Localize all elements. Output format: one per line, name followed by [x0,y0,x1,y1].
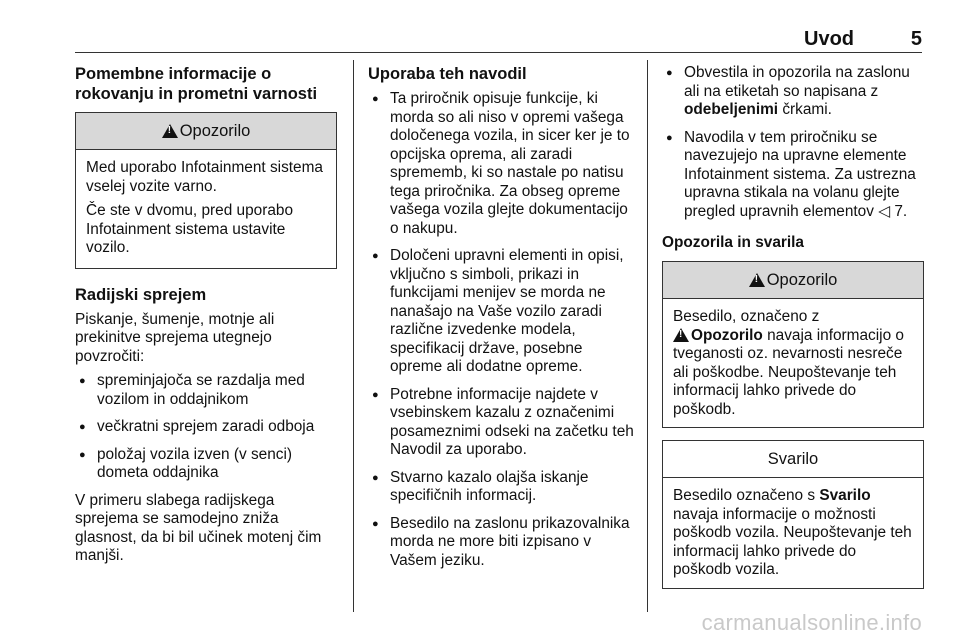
bullet-list [75,372,337,483]
header-rule [75,52,922,53]
warning-box-title: Opozorilo [766,270,838,289]
warning-box-body [663,299,923,427]
warning-box-title: Opozorilo [179,121,251,140]
warning-triangle-icon [673,328,689,342]
warning-text: Če ste v dvomu, pred uporabo Infotainment sistema ustavite vozilo. [86,202,294,256]
list-item: ● Določeni upravni elementi in opisi, vključno s simboli, prikazi in funkcijami menijev se morda ne nanašajo na Vaše vozilo zaradi različne izvedenke modela, specifikacij države, posebne opreme ali dodatne opreme. [368,247,634,377]
text: Obvestila in opozorila na zaslonu ali na etiketah so napisana z [684,64,910,100]
page-number: 5 [910,28,922,50]
paragraph: V primeru slabega radijskega sprejema se samodejno zniža glasnost, da bi bil učinek motenj čim manjši. [75,491,322,564]
caution-box-title: Svarilo [767,449,819,468]
text: črkami. [778,101,832,118]
warning-box-header [76,113,336,150]
bold-text: odebeljenimi [684,101,779,118]
column-divider [353,60,354,612]
heading-warnings: Opozorila in svarila [662,234,804,251]
caution-text [673,487,913,580]
column-2 [368,64,634,579]
warning-box [75,112,337,269]
bold-text: Svarilo [819,487,871,504]
warning-box-body [76,150,336,268]
text: Besedilo označeno s [673,487,820,504]
heading-safety: Pomembne informacije o rokovanju in prometni varnosti [75,65,318,103]
text: navaja informacijo o tveganosti oz. nevarnosti nesreče ali poškodbe. Neupoštevanje teh informacij lahko privede do poškodb. [673,326,904,418]
list-item: ● Besedilo na zaslonu prikazovalnika morda ne more biti izpisano v Vašem jeziku. [368,515,634,571]
warning-triangle-icon [162,124,178,138]
warning-text [673,308,913,419]
list-item [662,129,924,222]
column-3 [662,64,924,589]
list-item: ● spreminjajoča se razdalja med vozilom in oddajnikom [75,372,337,409]
bullet-list [368,90,634,570]
bullet-list [662,64,924,221]
heading-radio-reception: Radijski sprejem [75,285,207,304]
warning-box-header [663,262,923,299]
warning-box [662,261,924,428]
text: navaja informacije o možnosti poškodb vozila. Neupoštevanje teh informacij lahko privede do poškodb vozila. [673,505,912,578]
page-header [75,28,922,54]
caution-box-header [663,441,923,478]
text: Besedilo, označeno z [673,308,820,325]
watermark: carmanualsonline.info [701,610,922,635]
column-1 [75,64,337,572]
page-reference: 7. [890,202,908,220]
paragraph: Piskanje, šumenje, motnje ali prekinitve sprejema utegnejo povzročiti: [75,310,275,365]
warning-triangle-icon [749,273,765,287]
list-item: ● Ta priročnik opisuje funkcije, ki morda so ali niso v opremi vašega določenega vozila, in sicer ker je to opcijska oprema, ali zaradi sprememb, ki so nastale po natisu tega priročnika. Za obseg opreme vašega vozila glejte dokumentacijo o nakupu. [368,90,634,238]
caution-box [662,440,924,589]
list-item: ● Stvarno kazalo olajša iskanje specifičnih informacij. [368,469,634,506]
list-item: ● položaj vozila izven (v senci) dometa oddajnika [75,446,337,483]
caution-box-body [663,478,923,588]
section-title: Uvod [804,28,854,50]
heading-using-manual: Uporaba teh navodil [368,65,527,83]
bold-text: Opozorilo [691,326,763,344]
warning-text: Med uporabo Infotainment sistema vselej vozite varno. [86,159,323,195]
list-item: ● Potrebne informacije najdete v vsebinskem kazalu z označenimi posameznimi odseki na začetku teh Navodil za uporabo. [368,386,634,460]
list-item: ● večkratni sprejem zaradi odboja [75,418,337,437]
page-reference-icon: ◁ [878,202,891,220]
list-item [662,64,924,120]
text: Navodila v tem priročniku se navezujejo na upravne elemente Infotainment sistema. Za ustrezna upravna stikala na volanu glejte pregled upravnih elementov [684,128,916,220]
column-divider [647,60,648,612]
